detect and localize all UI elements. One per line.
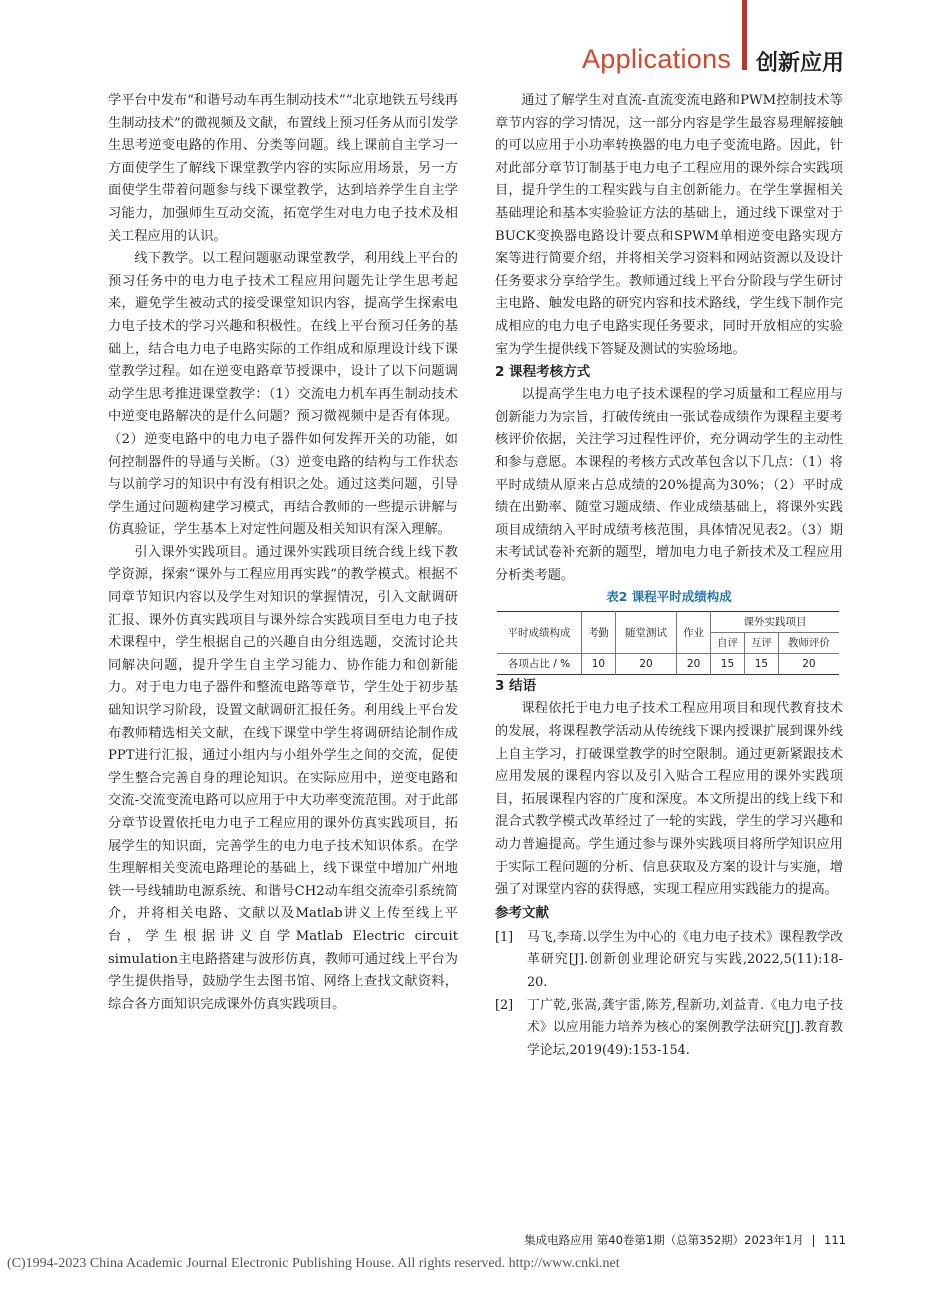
reference-text: 丁广乾,张嵩,龚宇雷,陈芳,程新功,刘益青.《电力电子技术》以应用能力培养为核心的案例教学法研究[J].教育教学论坛,2019(49):153-154.	[527, 997, 843, 1058]
table-col-header: 作业	[677, 612, 711, 654]
score-table	[497, 611, 839, 675]
table-cell: 15	[744, 654, 778, 675]
header-section-en: Applications	[582, 44, 732, 74]
section-heading: 3 结语	[495, 678, 537, 695]
reference-number: [2]	[495, 997, 514, 1013]
footer-journal-info: 集成电路应用 第40卷第1期（总第352期）2023年1月	[524, 1233, 804, 1247]
table-col-header: 随堂测试	[615, 612, 676, 654]
paragraph: 线下教学。以工程问题驱动课堂教学，利用线上平台的预习任务中的电力电子技术工程应用问题先让学生思考起来，避免学生被动式的接受课堂知识内容，提高学生探索电力电子技术的学习兴趣和积极性。在线上平台预习任务的基础上，结合电力电子电路实际的工作组成和原理设计线下课堂教学过程。如在逆变电路章节授课中，设计了以下问题调动学生思考推进课堂教学：（1）交流电力机车再生制动技术中逆变电路解决的是什么问题？预习微视频中是否有体现。（2）逆变电路中的电力电子器件如何发挥开关的功能，如何控制器件的导通与关断。（3）逆变电路的结构与工作状态与以前学习的知识中有没有相识之处。通过这类问题，引导学生通过问题构建学习模式，再结合教师的一些提示讲解与仿真验证，学生基本上对定性问题及相关知识有深入理解。	[108, 251, 458, 538]
table-col-header: 考勤	[582, 612, 616, 654]
table-caption: 表2 课程平时成绩构成	[606, 589, 732, 605]
paragraph: 通过了解学生对直流-直流变流电路和PWM控制技术等章节内容的学习情况，这一部分内容是学生最容易理解接触的可以应用于小功率转换器的电力电子变流电路。因此，针对此部分章节订制基于电力电子工程应用的课外综合实践项目，提升学生的工程实践与自主创新能力。在学生掌握相关基础理论和基本实验验证方法的基础上，通过线下课堂对于BUCK变换器电路设计要点和SPWM单相逆变电路实现方案等进行简要介绍，并将相关学习资料和网站资源以及设计任务要求分享给学生。教师通过线上平台分阶段与学生研讨主电路、触发电路的研究内容和技术路线，学生线下制作完成相应的电力电子电路实现任务要求，同时开放相应的实验室为学生提供线下答疑及测试的实验场地。	[495, 93, 843, 357]
header-accent-bar	[742, 0, 747, 70]
table-cell: 10	[582, 654, 616, 675]
page-number: 111	[824, 1233, 846, 1247]
table-group-header: 课外实践项目	[711, 612, 839, 633]
table-cell: 20	[615, 654, 676, 675]
table-row-header: 平时成绩构成	[497, 612, 582, 654]
header-section-cn: 创新应用	[756, 51, 845, 76]
table-cell: 20	[778, 654, 839, 675]
page-footer	[486, 1232, 846, 1248]
table-cell: 15	[711, 654, 745, 675]
reference-list	[495, 927, 843, 1063]
reference-item	[495, 995, 843, 1063]
paragraph: 学平台中发布“和谐号动车再生制动技术”“北京地铁五号线再生制动技术”的微视频及文献，布置线上预习任务从而引发学生思考逆变电路的作用、分类等问题。线上课前自主学习一方面使学生了解线下课堂教学内容的实际应用场景，另一方面使学生带着问题参与线下课堂教学，达到培养学生自主学习能力，加强师生互动交流，拓宽学生对电力电子技术及相关工程应用的认识。	[108, 93, 458, 244]
right-column	[495, 90, 843, 1062]
footer-divider	[813, 1235, 814, 1247]
table-col-header: 互评	[744, 633, 778, 654]
table-col-header: 自评	[711, 633, 745, 654]
references-heading: 参考文献	[495, 904, 549, 921]
copyright-line: (C)1994-2023 China Academic Journal Electronic Publishing House. All rights reserved. http://www.cnki.net	[7, 1256, 620, 1271]
section-heading: 2 课程考核方式	[495, 364, 591, 381]
reference-text: 马飞,李琦.以学生为中心的《电力电子技术》课程教学改革研究[J].创新创业理论研究与实践,2022,5(11):18-20.	[527, 929, 843, 990]
reference-number: [1]	[495, 929, 514, 945]
reference-item	[495, 927, 843, 995]
table-col-header: 教师评价	[778, 633, 839, 654]
paragraph: 引入课外实践项目。通过课外实践项目统合线上线下教学资源，探索“课外与工程应用再实践”的教学模式。根据不同章节知识内容以及学生对知识的掌握情况，引入文献调研汇报、课外仿真实践项目与课外综合实践项目至电力电子技术课程中，学生根据自己的兴趣自由分组选题，交流讨论共同解决问题，提升学生自主学习能力、协作能力和创新能力。对于电力电子器件和整流电路等章节，学生处于初步基础知识学习阶段，设置文献调研汇报任务。利用线上平台发布教师精选相关文献，在线下课堂中学生将调研结论制作成PPT进行汇报，通过小组内与小组外学生之间的交流，促使学生整合完善自身的理论知识。在实际应用中，逆变电路和交流-交流变流电路可以应用于中大功率变流范围。对于此部分章节设置依托电力电子工程应用的课外仿真实践项目，拓展学生的知识面，完善学生的电力电子技术知识体系。在学生理解相关变流电路理论的基础上，线下课堂中增加广州地铁一号线辅助电源系统、和谐号CH2动车组交流牵引系统简介，并将相关电路、文献以及Matlab讲义上传至线上平台，学生根据讲义自学Matlab Electric circuit simulation主电路搭建与波形仿真，教师可通过线上平台为学生提供指导，鼓励学生去图书馆、网络上查找文献资料，综合各方面知识完成课外仿真实践项目。	[108, 544, 458, 1012]
left-column	[108, 90, 458, 1016]
table-cell: 20	[677, 654, 711, 675]
paragraph: 以提高学生电力电子技术课程的学习质量和工程应用与创新能力为宗旨，打破传统由一张试卷成绩作为课程主要考核评价依据，关注学习过程性评价，充分调动学生的主动性和参与意愿。本课程的考核方式改革包含以下几点：（1）将平时成绩从原来占总成绩的20%提高为30%；（2）平时成绩在出勤率、随堂习题成绩、作业成绩基础上，将课外实践项目成绩纳入平时成绩考核范围，具体情况见表2。（3）期末考试试卷补充新的题型，增加电力电子新技术及工程应用分析类考题。	[495, 387, 843, 583]
table-row-header: 各项占比 / %	[497, 654, 582, 675]
paragraph: 课程依托于电力电子技术工程应用项目和现代教育技术的发展，将课程教学活动从传统线下课内授课扩展到课外线上自主学习，打破课堂教学的时空限制。通过更新紧跟技术应用发展的课程内容以及引入贴合工程应用的课外实践项目，拓展课程内容的广度和深度。本文所提出的线上线下和混合式教学模式改革经过了一轮的实践，学生的学习兴趣和动力普遍提高。学生通过参与课外实践项目将所学知识应用于实际工程问题的分析、信息获取及方案的设计与实施，增强了对课堂内容的获得感，实现工程应用实践能力的提高。	[495, 701, 843, 898]
